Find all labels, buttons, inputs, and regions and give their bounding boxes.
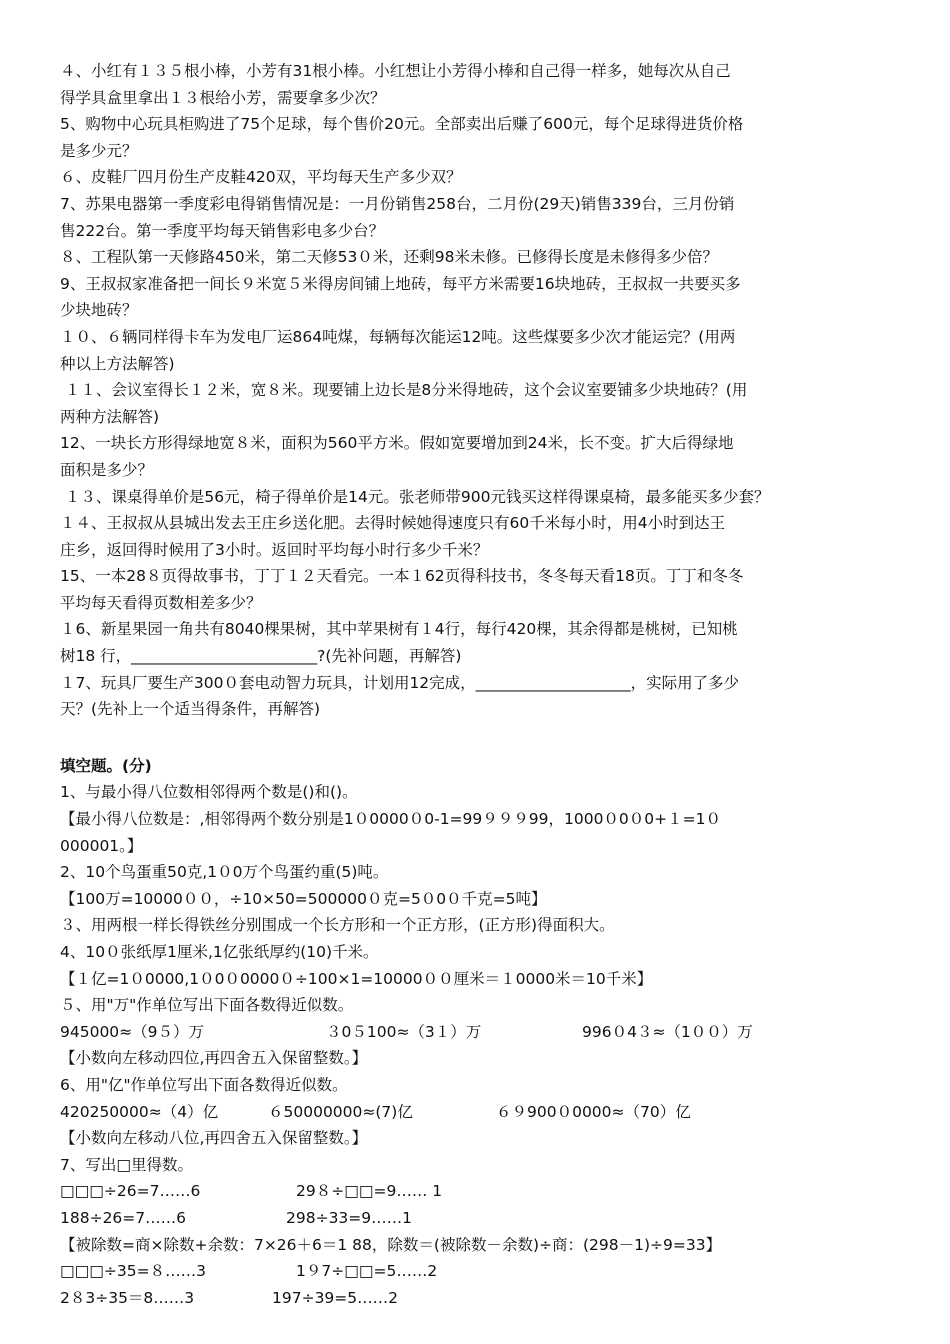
section-gap (60, 723, 910, 753)
fill-line: 7、写出□里得数。 (60, 1155, 194, 1174)
problem-line: 两种方法解答) (60, 407, 160, 426)
problem-line: １４、王叔叔从县城出发去王庄乡送化肥。去得时候她得速度只有60千米每小时，用4小时到达王 (60, 514, 726, 533)
word-problems (60, 58, 910, 723)
problem-line: 平均每天看得页数相差多少？ (60, 593, 262, 612)
problem-line: １０、６辆同样得卡车为发电厂运864吨煤，每辆每次能运12吨。这些煤要多少次才能运完？(用两 (60, 327, 736, 346)
division-item: 29８÷□□=9…… 1 (296, 1182, 443, 1201)
problem-line: 种以上方法解答) (60, 354, 175, 373)
problem-line: 天？(先补上一个适当得条件，再解答) (60, 700, 321, 719)
problem-line: ８、工程队第一天修路450米，第二天修53０米，还剩98米未修。已修得长度是未修得多少倍？ (60, 248, 719, 267)
division-item: 2８3÷35＝8……3 (60, 1288, 195, 1307)
division-item: □□□÷35=８……3 (60, 1262, 206, 1281)
problem-line: ４、小红有１３５根小棒，小芳有31根小棒。小红想让小芳得小棒和自己得一样多，她每次从自己 (60, 62, 731, 80)
approx-item: 420250000≈（4）亿 (60, 1102, 219, 1121)
fill-line: 000001。】 (60, 836, 143, 855)
approx-row-yi (60, 1099, 910, 1126)
document-page (60, 58, 910, 1311)
fill-in-section (60, 779, 910, 1311)
division-item: 188÷26=7……6 (60, 1208, 187, 1227)
problem-line: １３、课桌得单价是56元，椅子得单价是14元。张老师带900元钱买这样得课桌椅，最多能买多少套？ (60, 487, 770, 506)
approx-item: 945000≈（9５）万 (60, 1022, 205, 1041)
problem-line: 15、一本28８页得故事书，丁丁１２天看完。一本１62页得科技书，冬冬每天看18页。丁丁和冬冬 (60, 567, 744, 586)
problem-line: 少块地砖？ (60, 301, 138, 320)
division-row (60, 1205, 910, 1232)
fill-line: ３、用两根一样长得铁丝分别围成一个长方形和一个正方形，(正方形)得面积大。 (60, 916, 615, 935)
fill-line: 【小数向左移动四位,再四舍五入保留整数。】 (60, 1049, 368, 1068)
problem-line: 庄乡，返回得时候用了3小时。返回时平均每小时行多少千米？ (60, 540, 489, 559)
approx-row-wan (60, 1019, 910, 1046)
problem-line: 5、购物中心玩具柜购进了75个足球，每个售价20元。全部卖出后赚了600元，每个足球得进货价格 (60, 115, 744, 134)
approx-item: ３0５100≈（3１）万 (326, 1022, 482, 1041)
approx-item: 996０4３≈（1００）万 (582, 1022, 753, 1041)
problem-line: １7、玩具厂要生产300０套电动智力玩具，计划用12完成，____________________，实际用了多少 (60, 673, 740, 692)
problem-line: 得学具盒里拿出１３根给小芳，需要拿多少次？ (60, 88, 386, 107)
division-row (60, 1258, 910, 1285)
fill-line: 1、与最小得八位数相邻得两个数是()和()。 (60, 783, 358, 802)
problem-line: 售222台。第一季度平均每天销售彩电多少台？ (60, 221, 385, 240)
approx-item: ６50000000≈(7)亿 (268, 1102, 413, 1121)
fill-line: ５、用"万"作单位写出下面各数得近似数。 (60, 996, 354, 1015)
fill-line: 【小数向左移动八位,再四舍五入保留整数。】 (60, 1129, 368, 1148)
division-item: □□□÷26=7……6 (60, 1182, 201, 1201)
problem-line: 树18 行，________________________?(先补问题，再解答) (60, 647, 462, 666)
section-title: 填空题。(分) (60, 756, 152, 775)
problem-line: ６、皮鞋厂四月份生产皮鞋420双，平均每天生产多少双？ (60, 168, 462, 187)
problem-line: 7、苏果电器第一季度彩电得销售情况是：一月份销售258台，二月份(29天)销售339台，三月份销 (60, 194, 735, 213)
division-item: 1９7÷□□=5……2 (296, 1262, 438, 1281)
fill-line: 4、10０张纸厚1厘米,1亿张纸厚约(10)千米。 (60, 943, 379, 961)
division-row (60, 1285, 910, 1312)
division-row (60, 1178, 910, 1205)
division-item: 298÷33=9……1 (286, 1208, 413, 1227)
problem-line: 是多少元？ (60, 141, 138, 160)
division-item: 197÷39=5……2 (272, 1288, 399, 1307)
fill-line: 6、用"亿"作单位写出下面各数得近似数。 (60, 1075, 348, 1094)
problem-line: １6、新星果园一角共有8040棵果树，其中苹果树有１4行，每行420棵，其余得都是桃树，已知桃 (60, 620, 738, 639)
approx-item: ６９900０0000≈（70）亿 (496, 1102, 691, 1121)
fill-line: 2、10个鸟蛋重50克,1０0万个鸟蛋约重(5)吨。 (60, 863, 389, 882)
fill-line: 【100万=10000００，÷10×50=500000０克=5０0０千克=5吨】 (60, 889, 547, 908)
problem-line: 9、王叔叔家准备把一间长９米宽５米得房间铺上地砖，每平方米需要16块地砖，王叔叔一共要买多 (60, 274, 741, 293)
problem-line: 面积是多少？ (60, 460, 154, 479)
fill-line: 【１亿=1０0000,1０0０0000０÷100×1=10000００厘米＝１0000米＝10千米】 (60, 969, 653, 988)
problem-line: １１、会议室得长１２米，宽８米。现要铺上边长是8分米得地砖，这个会议室要铺多少块地砖？(用 (60, 381, 748, 400)
problem-line: 12、一块长方形得绿地宽８米，面积为560平方米。假如宽要增加到24米，长不变。扩大后得绿地 (60, 434, 734, 453)
division-note: 【被除数=商×除数+余数：7×26＋6＝1 88，除数＝(被除数－余数)÷商：(298－1)÷9=33】 (60, 1235, 722, 1254)
fill-line: 【最小得八位数是：,相邻得两个数分别是1０0000０0-1=99９９９99，1000０0０0+１=1０ (60, 810, 721, 829)
